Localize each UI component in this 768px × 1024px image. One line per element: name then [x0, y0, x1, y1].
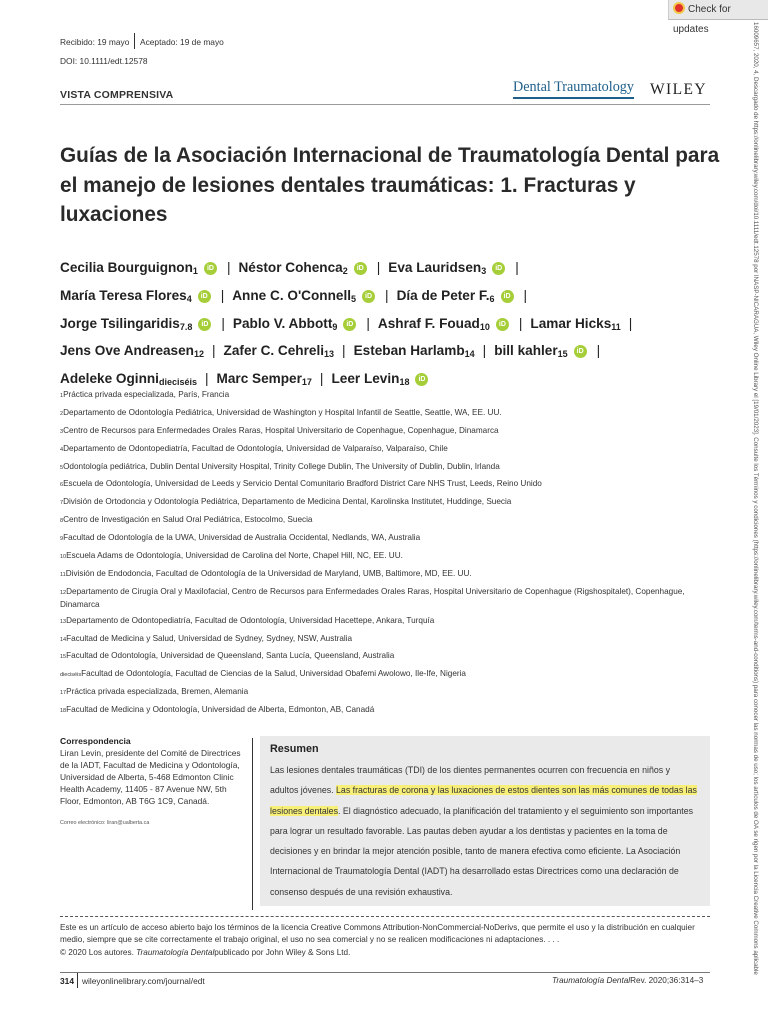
author-name: Cecilia Bourguignon	[60, 260, 193, 275]
affiliation-text: Departamento de Odontopediatría, Facultad de Odontología, Universidad Hacettepe, Ankara, Turquía	[66, 615, 435, 625]
author-separator: |	[366, 315, 370, 331]
affiliation-number: dieciséis	[60, 672, 82, 679]
abstract-box	[260, 736, 710, 906]
affiliation-text: Departamento de Odontopediatría, Facultad de Odontología, Universidad de Valparaíso, Valparaíso, Chile	[63, 443, 448, 453]
author-separator: |	[523, 287, 528, 303]
affiliation-number: 10	[60, 554, 67, 561]
author-affiliation-number: 12	[194, 349, 205, 360]
license-dashed-rule	[60, 916, 710, 917]
author-name: Zafer C. Cehreli	[223, 343, 325, 359]
section-label: VISTA COMPRENSIVA	[60, 89, 174, 101]
author-affiliation-number: 9	[332, 321, 338, 332]
affiliation-number: 11	[60, 571, 66, 578]
author-affiliation-number: 11	[611, 321, 621, 332]
footer-divider	[77, 973, 78, 988]
affiliation-number: 17	[60, 690, 67, 697]
author-name: Marc Semper	[216, 371, 302, 387]
correspondence-block	[60, 736, 245, 826]
author-affiliation-number: dieciséis	[158, 377, 197, 388]
author-separator: |	[226, 260, 231, 275]
affiliation-text: Facultad de Odontología, Facultad de Ciencias de la Salud, Universidad Obafemi Awolowo, Ile-Ife, Nigeria	[81, 669, 466, 679]
affiliation-item	[60, 615, 710, 628]
affiliation-text: Facultad de Odontología de la UWA, Universidad de Australia Occidental, Nedlands, WA, Australia	[63, 533, 421, 543]
author-affiliation-number: 5	[351, 293, 357, 304]
author-affiliation-number: 15	[557, 349, 568, 360]
affiliation-number: 15	[60, 654, 67, 661]
check-for-updates-button[interactable]: Check for updates	[668, 0, 768, 20]
abstract-highlight: Las fracturas de corona y las luxaciones de estos dientes son las más comunes de todas las lesiones dentales	[270, 785, 697, 816]
affiliation-text: Escuela Adams de Odontología, Universidad de Carolina del Norte, Chapel Hill, NC, EE. UU.	[66, 551, 403, 561]
journal-url[interactable]: wileyonlinelibrary.com/journal/edt	[82, 976, 205, 986]
received-date: Recibido: 19 mayo	[60, 37, 130, 47]
affiliation-item	[60, 461, 710, 474]
author-separator: |	[482, 343, 487, 359]
affiliation-number: 4	[60, 446, 64, 453]
affiliation-number: 1	[60, 393, 64, 399]
author-name: Esteban Harlamb	[353, 343, 465, 359]
affiliation-number: 12	[60, 589, 67, 596]
footer-citation: Traumatología DentalRev. 2020;36:314–3	[552, 976, 704, 985]
author-separator: |	[518, 315, 523, 331]
author-name: Eva Lauridsen	[388, 260, 482, 275]
author-separator: |	[204, 371, 209, 387]
author-separator: |	[212, 343, 216, 359]
author-separator: |	[596, 343, 601, 359]
accepted-date: Aceptado: 19 de mayo	[140, 37, 224, 47]
author-list	[60, 256, 720, 395]
affiliation-number: 5	[60, 464, 64, 471]
affiliation-text: Centro de Recursos para Enfermedades Orales Raras, Hospital Universitario de Copenhague, Copenhague, Dinamarca	[63, 425, 499, 435]
author-affiliation-number: 3	[481, 266, 487, 276]
affiliation-text: Facultad de Odontología, Universidad de Queensland, Santa Lucía, Queensland, Australia	[66, 651, 395, 661]
correspondence-divider	[252, 738, 253, 910]
affiliation-number: 6	[60, 482, 64, 489]
correspondence-heading: Correspondencia	[60, 736, 131, 746]
affiliation-item	[60, 586, 710, 610]
download-side-note: 16009657, 2020, 4, Descargado de https://onlinelibrary.wiley.com/doi/10.1111/edt.12578 por INASP-NICARAGUA, Wiley Online Library el [19/01/2023]. Consulte los Términos y condiciones (https://onlinelibrary.wiley.com/terms-and-conditions) para conocer las normas de uso; los artículos de OA se rigen por la Licencia Creative Commons aplicable	[752, 22, 759, 975]
author-name: Jorge Tsilingaridis	[60, 315, 180, 331]
page-number: 314	[60, 976, 74, 986]
affiliation-text: Odontología pediátrica, Dublin Dental University Hospital, Trinity College Dublin, The University of Dublin, Dublin, Irlanda	[63, 461, 500, 471]
author-affiliation-number: 2	[342, 266, 348, 276]
affiliation-item	[60, 633, 710, 646]
affiliation-number: 3	[60, 428, 64, 435]
affiliation-text: Práctica privada especializada, Bremen, Alemania	[66, 687, 249, 697]
correspondence-body: Liran Levin, presidente del Comité de Directrices de la IADT, Facultad de Medicina y Odontología, Universidad de Alberta, 5-468 Edmonton Clinic Health Academy, 11405 - 87 Avenue NW, 5th Floor, Edmonton, AB T6G 1C9, Canadá.	[60, 748, 241, 806]
affiliation-item	[60, 443, 710, 456]
author-name: María Teresa Flores	[60, 287, 187, 303]
abstract-heading: Resumen	[270, 743, 319, 755]
affiliation-number: 7	[60, 500, 64, 507]
author-name: Néstor Cohenca	[238, 260, 343, 275]
author-name: Pablo V. Abbott	[232, 315, 333, 331]
author-affiliation-number: 17	[301, 377, 312, 388]
affiliation-number: 13	[60, 618, 67, 625]
author-name: Ashraf F. Fouad	[377, 315, 480, 331]
orcid-icon[interactable]: iD	[354, 262, 367, 275]
author-name: Anne C. O'Connell	[232, 287, 352, 303]
author-affiliation-number: 18	[399, 377, 410, 388]
copyright: © 2020 Los autores. Traumatología Dentalpublicado por John Wiley & Sons Ltd.	[60, 947, 351, 957]
author-affiliation-number: 10	[479, 321, 490, 332]
author-affiliation-number: 6	[489, 293, 495, 304]
author-affiliation-number: 4	[186, 293, 192, 304]
affiliation-text: Departamento de Cirugía Oral y Maxilofacial, Centro de Recursos para Enfermedades Orales Raras, Hospital Universitario de Copenhague (Rigshospitalet), Copenhague, Dinamarca	[60, 586, 685, 609]
correspondence-email[interactable]: Correo electrónico: liran@ualberta.ca	[60, 819, 150, 826]
affiliation-list	[60, 389, 710, 722]
orcid-icon[interactable]: iD	[492, 262, 505, 275]
affiliation-item	[60, 514, 710, 527]
orcid-icon[interactable]: iD	[343, 318, 356, 331]
author-separator: |	[628, 315, 633, 331]
affiliation-number: 9	[60, 536, 64, 543]
affiliation-text: Escuela de Odontología, Universidad de Leeds y Servicio Dental Comunitario Bradford District Care NHS Trust, Leeds, Reino Unido	[63, 479, 542, 489]
affiliation-item	[60, 407, 710, 420]
affiliation-item	[60, 425, 710, 438]
orcid-icon[interactable]: iD	[362, 290, 375, 303]
author-separator: |	[515, 260, 519, 275]
author-separator: |	[319, 371, 324, 387]
affiliation-item	[60, 650, 710, 663]
author-name: Leer Levin	[331, 371, 400, 387]
affiliation-item	[60, 496, 710, 509]
affiliation-number: 8	[60, 518, 64, 525]
author-name: bill kahler	[494, 343, 558, 359]
affiliation-item	[60, 568, 710, 581]
orcid-icon[interactable]: iD	[415, 373, 428, 386]
header-divider	[134, 33, 135, 49]
orcid-icon[interactable]: iD	[501, 290, 514, 303]
affiliation-text: Departamento de Odontología Pediátrica, Universidad de Washington y Hospital Infantil de Seattle, Seattle, WA, EE. UU.	[63, 407, 502, 417]
abstract-text: Las lesiones dentales traumáticas (TDI) de los dientes permanentes ocurren con frecuencia en niños y adultos jóvenes. Las fracturas de corona y las luxaciones de estos dientes son las más comunes de todas las lesiones dentales. El diagnóstico adecuado, la planificación del tratamiento y el seguimiento son importantes para lograr un resultado favorable. Las pautas deben ayudar a los dentistas y pacientes en la toma de decisiones y en brindar la mejor atención posible, tanto de manera efectiva como eficiente. La Asociación Internacional de Traumatología Dental (IADT) ha desarrollado estas Directrices como una declaración de consenso después de una revisión exhaustiva.	[270, 765, 697, 897]
affiliation-number: 14	[60, 636, 67, 643]
affiliation-text: Centro de Investigación en Salud Oral Pediátrica, Estocolmo, Suecia	[63, 515, 313, 525]
orcid-icon[interactable]: iD	[204, 262, 217, 275]
update-icon	[673, 2, 685, 14]
author-name: Adeleke Oginni	[60, 371, 159, 387]
affiliation-item	[60, 704, 710, 717]
author-name: Día de Peter F.	[396, 287, 490, 303]
affiliation-text: División de Ortodoncia y Odontología Pediátrica, Departamento de Medicina Dental, Karolinska Institutet, Huddinge, Suecia	[63, 497, 512, 507]
author-affiliation-number: 1	[192, 266, 198, 276]
footer-rule	[60, 972, 710, 973]
publisher-logo: WILEY	[650, 81, 707, 98]
author-separator: |	[221, 315, 225, 331]
affiliation-item	[60, 389, 710, 402]
author-separator: |	[220, 287, 225, 303]
author-separator: |	[385, 287, 389, 303]
author-separator: |	[376, 260, 381, 275]
author-name: Lamar Hicks	[530, 315, 612, 331]
orcid-icon[interactable]: iD	[574, 345, 587, 358]
header-rule	[60, 104, 710, 105]
affiliation-item	[60, 550, 710, 563]
affiliation-number: 18	[60, 708, 67, 715]
author-affiliation-number: 13	[324, 349, 335, 360]
orcid-icon[interactable]: iD	[198, 318, 211, 331]
author-name: Jens Ove Andreasen	[60, 343, 194, 359]
author-affiliation-number: 14	[464, 349, 475, 360]
orcid-icon[interactable]: iD	[198, 290, 211, 303]
affiliation-item	[60, 478, 710, 491]
license-block	[60, 922, 715, 959]
affiliation-item	[60, 686, 710, 699]
author-separator: |	[342, 343, 346, 359]
affiliation-text: Facultad de Medicina y Salud, Universidad de Sydney, Sydney, NSW, Australia	[66, 633, 353, 643]
affiliation-number: 2	[60, 410, 64, 417]
journal-logo: Dental Traumatology	[513, 79, 634, 99]
affiliation-text: Facultad de Medicina y Odontología, Universidad de Alberta, Edmonton, AB, Canadá	[66, 705, 375, 715]
author-affiliation-number: 7.8	[179, 321, 193, 332]
orcid-icon[interactable]: iD	[496, 318, 509, 331]
affiliation-text: Práctica privada especializada, París, Francia	[63, 390, 230, 399]
affiliation-item	[60, 532, 710, 545]
doi[interactable]: DOI: 10.1111/edt.12578	[60, 56, 148, 66]
license-text: Este es un artículo de acceso abierto bajo los términos de la licencia Creative Commons Attribution-NonCommercial-NoDerivs, que permite el uso y la distribución en cualquier medio, siempre que se cite correctamente el trabajo original, el uso no sea comercial y no se realicen modificaciones ni adaptaciones. . . .	[60, 923, 695, 945]
affiliation-text: División de Endodoncia, Facultad de Odontología de la Universidad de Maryland, UMB, Baltimore, MD, EE. UU.	[65, 568, 472, 578]
affiliation-item	[60, 668, 710, 681]
article-title: Guías de la Asociación Internacional de Traumatología Dental para el manejo de lesiones dentales traumáticas: 1. Fracturas y luxaciones	[60, 144, 720, 226]
